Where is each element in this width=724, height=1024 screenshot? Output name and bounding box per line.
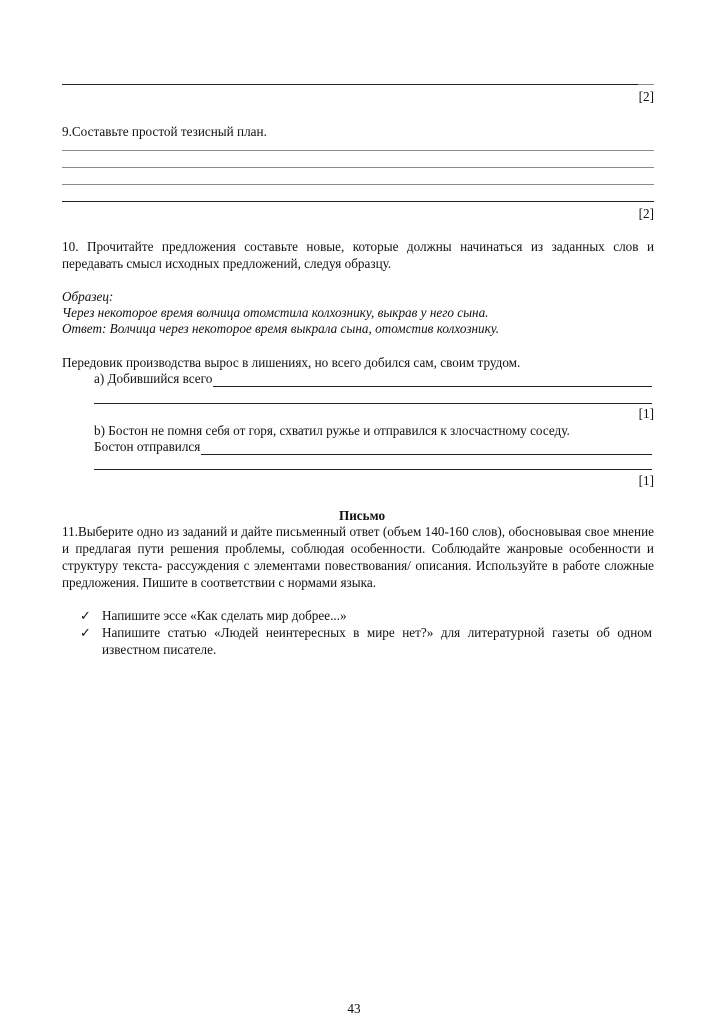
answer-line: [62, 201, 654, 202]
sentence-b: b) Бостон не помня себя от горя, схватил ружье и отправился к злосчастному соседу.: [94, 423, 570, 438]
answer-line: [94, 469, 652, 470]
q9-score: [2]: [638, 206, 654, 221]
answer-b-row: [94, 438, 652, 455]
sample-sentence: Через некоторое время волчица отомстила колхознику, выкрав у него сына.: [62, 305, 489, 320]
answer-line: [62, 150, 654, 151]
answer-line-end: [638, 84, 654, 85]
writing-task: 11.Выберите одно из заданий и дайте письменный ответ (объем 140-160 слов), обосновывая свое мнение и предлагая пути решения проблемы, соблюдая особенности. Соблюдайте жанровые особенности и структуру текста- рассуждения с элементами повествования/ описания. Используйте в работе сложные предложения. Пишите в соответствии с нормами языка.: [62, 524, 654, 590]
option-text: Напишите статью «Людей неинтересных в мире нет?» для литературной газеты об одном известном писателе.: [102, 625, 652, 657]
answer-line: [62, 84, 638, 85]
q9-title: 9.Составьте простой тезисный план.: [62, 124, 267, 139]
answer-a-row: [94, 370, 652, 387]
sample-answer: Ответ: Волчица через некоторое время выкрала сына, отомстив колхознику.: [62, 321, 500, 336]
answer-a-start: а) Добившийся всего: [94, 371, 213, 386]
answer-line: [94, 403, 652, 404]
answer-b-line: [201, 441, 652, 455]
writing-option-1: [80, 607, 652, 624]
answer-line: [62, 167, 654, 168]
checkmark-icon: ✓: [80, 625, 92, 640]
option-text: Напишите эссе «Как сделать мир добрее...»: [102, 608, 347, 623]
writing-heading: Письмо: [338, 508, 386, 523]
page-number: 43: [347, 1001, 361, 1016]
q10-instruction: 10. Прочитайте предложения составьте новые, которые должны начинаться из заданных слов и передавать смысл исходных предложений, следуя образцу.: [62, 239, 654, 271]
answer-line: [62, 184, 654, 185]
writing-option-2: [80, 624, 652, 658]
answer-b-start: Бостон отправился: [94, 439, 201, 454]
q8-score: [2]: [638, 89, 654, 104]
sentence-a: Передовик производства вырос в лишениях, но всего добился сам, своим трудом.: [62, 355, 521, 370]
answer-a-line: [213, 373, 652, 387]
q10b-score: [1]: [638, 473, 654, 488]
q10a-score: [1]: [638, 406, 654, 421]
sample-label: Образец:: [62, 289, 114, 304]
checkmark-icon: ✓: [80, 608, 92, 623]
